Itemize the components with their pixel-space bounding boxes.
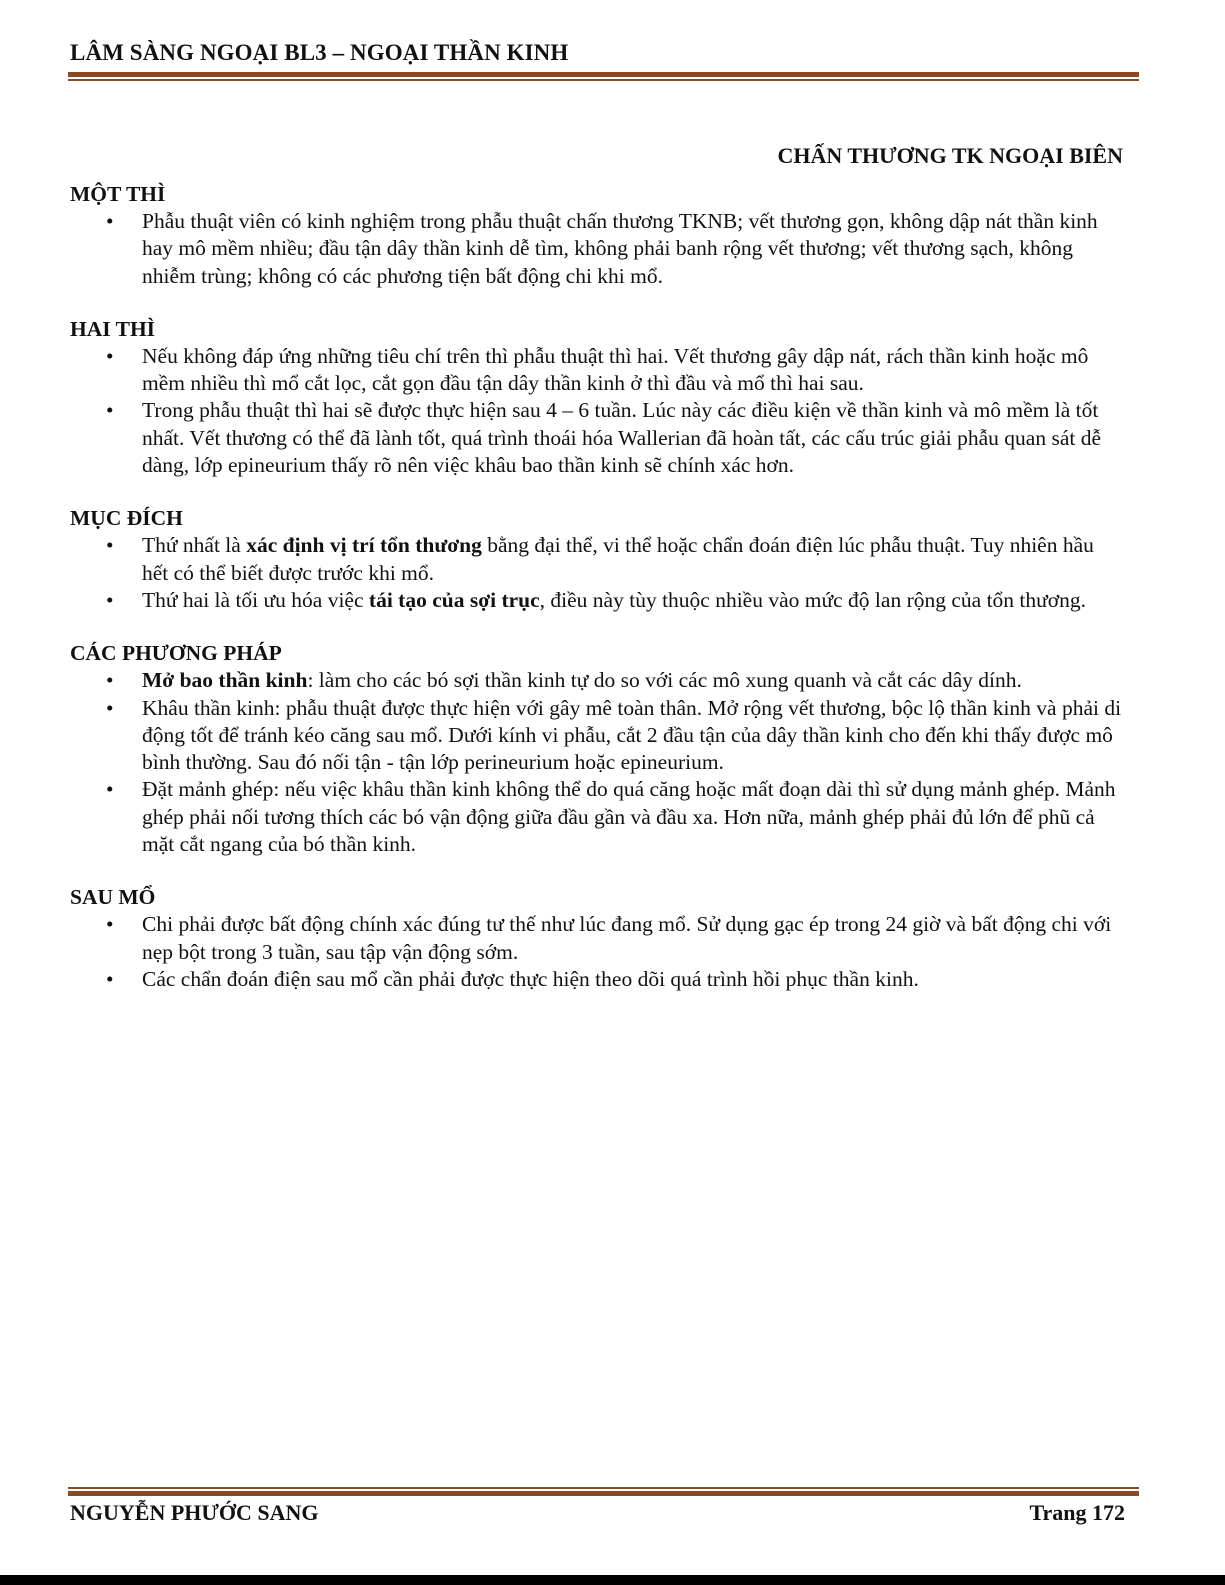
bullet-icon: • <box>106 209 114 233</box>
list-item <box>70 397 1125 479</box>
list-item <box>70 966 1125 993</box>
list-item-text: , điều này tùy thuộc nhiều vào mức độ lan rộng của tổn thương. <box>539 587 1087 612</box>
list-item <box>70 587 1125 614</box>
bullet-icon: • <box>106 695 114 720</box>
section-heading: CÁC PHƯƠNG PHÁP <box>70 641 282 666</box>
list-item-text: Khâu thần kinh: phẫu thuật được thực hiện với gây mê toàn thân. Mở rộng vết thương, bộc lộ thần kinh và phải di động tốt để tránh kéo căng sau mổ. Dưới kính vi phẫu, cắt 2 đầu tận của dây thần kinh cho đến khi thấy được mô bình thường. Sau đó nối tận - tận lớp perineurium hoặc epineurium. <box>142 695 1122 775</box>
bullet-icon: • <box>106 343 114 368</box>
section-cac-phuong-phap <box>70 639 1125 858</box>
list-item-text: bằng đại thể, vi thể hoặc chẩn đoán điện lúc phẫu thuật. Tuy nhiên hầu hết có thể biết được trước khi mổ. <box>142 533 1094 585</box>
list-item-text: Nếu không đáp ứng những tiêu chí trên thì phẫu thuật thì hai. Vết thương gây dập nát, rách thần kinh hoặc mô mềm nhiều thì mổ cắt lọc, cắt gọn đầu tận dây thần kinh ở thì đầu và mổ thì hai sau. <box>142 343 1089 396</box>
bullet-icon: • <box>106 912 114 937</box>
header-rule-thin <box>68 79 1139 81</box>
list-item-text: Phẫu thuật viên có kinh nghiệm trong phẫu thuật chấn thương TKNB; vết thương gọn, không dập nát thần kinh hay mô mềm nhiều; đầu tận dây thần kinh dễ tìm, không phải banh rộng vết thương; vết thương sạch, không nhiễm trùng; không có các phương tiện bất động chi khi mổ. <box>142 209 1098 288</box>
bottom-edge-bar <box>0 1575 1225 1585</box>
list-item <box>70 911 1125 966</box>
bold-term: Mở bao thần kinh <box>142 668 308 693</box>
document-body <box>70 180 1125 1018</box>
list-item-text: Đặt mảnh ghép: nếu việc khâu thần kinh không thể do quá căng hoặc mất đoạn dài thì sử dụng mảnh ghép. Mảnh ghép phải nối tương thích các bó vận động giữa đầu gần và đầu xa. Hơn nữa, mảnh ghép phải đủ lớn để phũ cả mặt cắt ngang của bó thần kinh. <box>142 777 1116 857</box>
section-mot-thi <box>70 180 1125 290</box>
section-sau-mo <box>70 883 1125 993</box>
bold-term: tái tạo của sợi trục <box>368 587 540 612</box>
list-item-text: Các chẩn đoán điện sau mổ cần phải được thực hiện theo dõi quá trình hồi phục thần kinh. <box>142 966 919 991</box>
bullet-list <box>70 667 1125 858</box>
bullet-icon: • <box>106 668 114 693</box>
footer-rule-thick <box>68 1491 1139 1496</box>
list-item <box>70 532 1125 587</box>
list-item-text: Thứ nhất là <box>142 533 247 558</box>
bullet-list <box>70 911 1125 993</box>
bullet-list <box>70 343 1125 479</box>
section-heading: MỘT THÌ <box>70 182 166 206</box>
bullet-list <box>70 208 1125 290</box>
header-title: LÂM SÀNG NGOẠI BL3 – NGOẠI THẦN KINH <box>70 40 569 65</box>
bullet-icon: • <box>106 777 114 802</box>
section-hai-thi <box>70 315 1125 479</box>
footer-author: NGUYỄN PHƯỚC SANG <box>70 1500 319 1525</box>
bullet-icon: • <box>106 533 114 558</box>
section-muc-dich <box>70 504 1125 614</box>
list-item-text: Thứ hai là tối ưu hóa việc <box>142 587 369 612</box>
section-heading: SAU MỔ <box>70 885 156 910</box>
bullet-icon: • <box>106 587 114 612</box>
list-item <box>70 343 1125 398</box>
header-rule-thick <box>68 72 1139 77</box>
page-number: Trang 172 <box>1029 1500 1125 1525</box>
list-item <box>70 208 1125 290</box>
list-item <box>70 695 1125 777</box>
bullet-icon: • <box>106 398 114 423</box>
section-heading: MỤC ĐÍCH <box>70 506 183 531</box>
list-item-text: Chi phải được bất động chính xác đúng tư thế như lúc đang mổ. Sử dụng gạc ép trong 24 giờ và bất động chi với nẹp bột trong 3 tuần, sau tập vận động sớm. <box>142 912 1112 964</box>
list-item-text: Trong phẫu thuật thì hai sẽ được thực hiện sau 4 – 6 tuần. Lúc này các điều kiện về thần kinh và mô mềm là tốt nhất. Vết thương có thể đã lành tốt, quá trình thoái hóa Wallerian đã hoàn tất, các cấu trúc giải phẫu quan sát dễ dàng, lớp epineurium thấy rõ nên việc khâu bao thần kinh sẽ chính xác hơn. <box>142 398 1102 478</box>
list-item <box>70 667 1125 694</box>
bullet-icon: • <box>106 966 114 991</box>
list-item-text: : làm cho các bó sợi thần kinh tự do so với các mô xung quanh và cắt các dây dính. <box>307 668 1022 693</box>
footer-rule-thin <box>68 1487 1139 1489</box>
list-item <box>70 776 1125 858</box>
document-title: CHẤN THƯƠNG TK NGOẠI BIÊN <box>777 143 1123 168</box>
bold-term: xác định vị trí tổn thương <box>246 533 482 558</box>
bullet-list <box>70 532 1125 614</box>
section-heading: HAI THÌ <box>70 316 156 341</box>
